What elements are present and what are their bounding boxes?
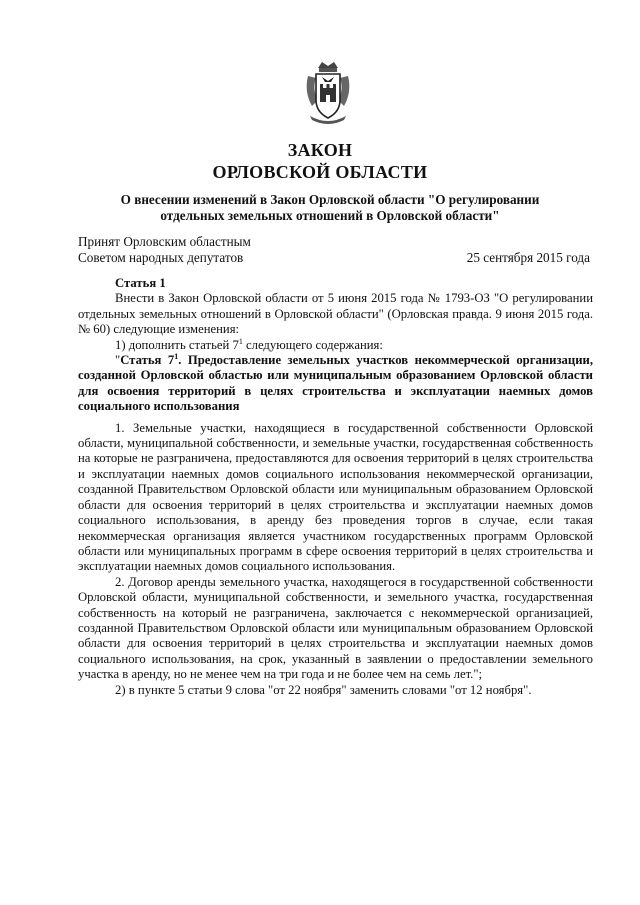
quote-mark: "	[115, 353, 121, 368]
adoption-date: 25 сентября 2015 года	[466, 250, 590, 265]
article-heading: Статья 1	[115, 276, 166, 290]
amendment-item-2: 2) в пункте 5 статьи 9 слова "от 22 ноября" заменить словами "от 12 ноября".	[115, 682, 532, 697]
region-title: ОРЛОВСКОЙ ОБЛАСТИ	[212, 162, 428, 182]
law-subtitle: О внесении изменений в Закон Орловской области "О регулировании отдельных земельных отношений в Орловской области"	[120, 192, 540, 223]
adoption-line-1: Принят Орловским областным	[78, 234, 251, 249]
law-title: ЗАКОН	[287, 140, 353, 160]
adoption-block	[78, 234, 251, 266]
new-article-superscript: 1	[174, 351, 179, 361]
adoption-line-2: Советом народных депутатов	[78, 250, 244, 265]
new-article-paragraph-2: 2. Договор аренды земельного участка, находящегося в государственной собственности Орловской области, муниципальной собственности, и земельного участка, государственная собственность на который не разграничена, заключается с некоммерческой организацией, созданной Правительством Орловской области или муниципальным образованием Орловской области для освоения территорий в целях строительства и эксплуатации наемных домов социального использования, на срок, указанный в заявлении о предоставлении земельного участка в аренду, но не менее чем на три года и не более чем на семь лет.";	[78, 574, 593, 682]
article-intro: Внести в Закон Орловской области от 5 июня 2015 года № 1793-ОЗ "О регулировании отдельных земельных отношений в Орловской области" (Орловская правда. 9 июня 2015 года. № 60) следующие изменения:	[78, 291, 593, 337]
coat-of-arms-emblem	[302, 60, 354, 126]
item1-superscript: 1	[238, 336, 243, 346]
item1-text-end: следующего содержания:	[242, 337, 383, 352]
new-article-label: Статья 7	[120, 353, 175, 368]
new-article-title-text: . Предоставление земельных участков некоммерческой организации, созданной Орловской областью или муниципальным образованием Орловской области для освоения территорий в целях строительства и эксплуатации наемных домов социального использования	[78, 353, 593, 414]
item1-text: 1) дополнить статьей 7	[115, 337, 239, 352]
new-article-title	[78, 353, 593, 415]
new-article-paragraph-1: 1. Земельные участки, находящиеся в государственной собственности Орловской области, муниципальной собственности, и земельные участки, государственная собственность на которые не разграничена, предоставляются для освоения территорий в целях строительства и эксплуатации наемных домов социального использования некоммерческой организации, созданной Правительством Орловской области или муниципальным образованием Орловской области для освоения территорий в целях строительства и эксплуатации наемных домов социального использования, в аренду без проведения торгов в случае, если такая некоммерческая организация является участником государственных программ Орловской области или муниципальных программ в сфере освоения территорий в целях строительства и эксплуатации наемных домов социального использования.	[78, 420, 593, 574]
amendment-item-1	[78, 338, 593, 353]
article-body	[78, 276, 593, 698]
